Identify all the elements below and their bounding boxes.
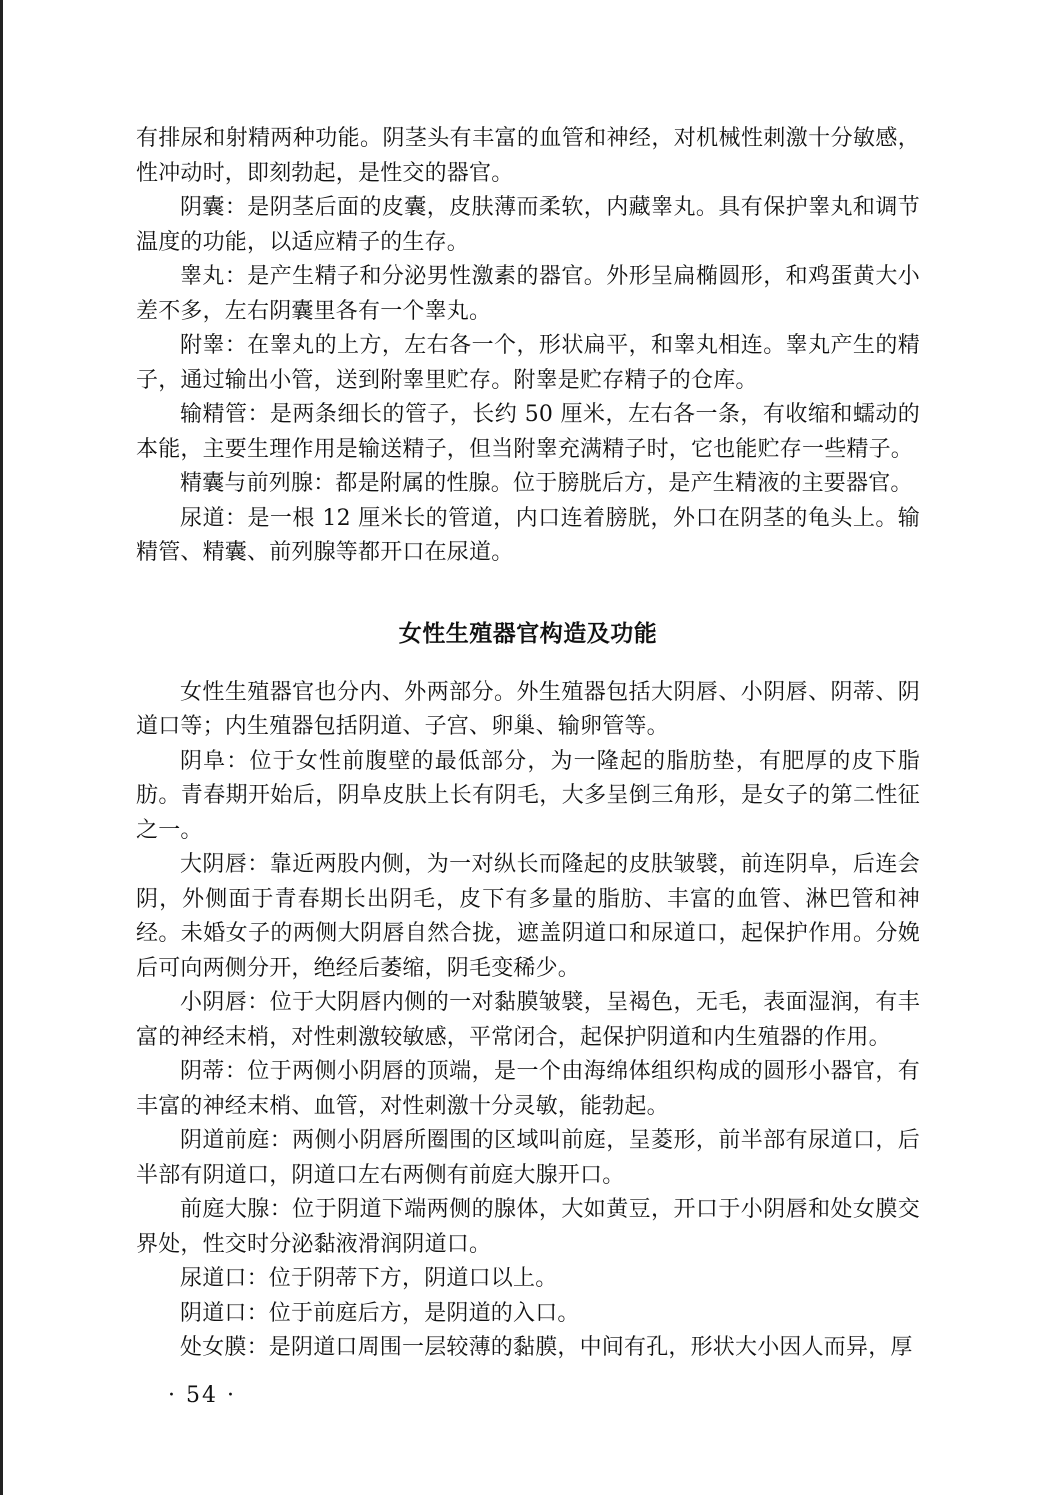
paragraph-labia-minora: 小阴唇：位于大阴唇内侧的一对黏膜皱襞，呈褐色，无毛，表面湿润，有丰富的神经末梢，对性刺激较敏感，平常闭合，起保护阴道和内生殖器的作用。 xyxy=(136,990,920,1050)
paragraph-vestibule: 阴道前庭：两侧小阴唇所圈围的区域叫前庭，呈菱形，前半部有尿道口，后半部有阴道口，阴道口左右两侧有前庭大腺开口。 xyxy=(136,1128,920,1188)
paragraph-seminal-vesicle-prostate: 精囊与前列腺：都是附属的性腺。位于膀胱后方，是产生精液的主要器官。 xyxy=(180,471,913,496)
paragraph-hymen: 处女膜：是阴道口周围一层较薄的黏膜，中间有孔，形状大小因人而异，厚 xyxy=(180,1335,913,1360)
paragraph-urethra: 尿道：是一根 12 厘米长的管道，内口连着膀胱，外口在阴茎的龟头上。输精管、精囊、前列腺等都开口在尿道。 xyxy=(136,505,920,565)
paragraph-vestibular-gland: 前庭大腺：位于阴道下端两侧的腺体，大如黄豆，开口于小阴唇和处女膜交界处，性交时分泌黏液滑润阴道口。 xyxy=(136,1197,920,1257)
paragraph-female-overview: 女性生殖器官也分内、外两部分。外生殖器包括大阴唇、小阴唇、阴蒂、阴道口等；内生殖器包括阴道、子宫、卵巢、输卵管等。 xyxy=(136,679,920,739)
paragraph-urethral-opening: 尿道口：位于阴蒂下方，阴道口以上。 xyxy=(180,1266,558,1291)
paragraph-vas-deferens: 输精管：是两条细长的管子，长约 50 厘米，左右各一条，有收缩和蠕动的本能，主要生理作用是输送精子，但当附睾充满精子时，它也能贮存一些精子。 xyxy=(136,402,920,462)
page-number: · 54 · xyxy=(168,1383,236,1408)
paragraph-epididymis: 附睾：在睾丸的上方，左右各一个，形状扁平，和睾丸相连。睾丸产生的精子，通过输出小管，送到附睾里贮存。附睾是贮存精子的仓库。 xyxy=(136,333,920,393)
section-heading: 女性生殖器官构造及功能 xyxy=(398,620,658,647)
paragraph-scrotum: 阴囊：是阴茎后面的皮囊，皮肤薄而柔软，内藏睾丸。具有保护睾丸和调节温度的功能，以适应精子的生存。 xyxy=(136,195,920,255)
paragraph-vaginal-opening: 阴道口：位于前庭后方，是阴道的入口。 xyxy=(180,1300,580,1326)
paragraph-testis: 睾丸：是产生精子和分泌男性激素的器官。外形呈扁椭圆形，和鸡蛋黄大小差不多，左右阴囊里各有一个睾丸。 xyxy=(136,264,920,324)
paragraph-mons-pubis: 阴阜：位于女性前腹壁的最低部分，为一隆起的脂肪垫，有肥厚的皮下脂肪。青春期开始后，阴阜皮肤上长有阴毛，大多呈倒三角形，是女子的第二性征之一。 xyxy=(136,748,920,843)
paragraph-clitoris: 阴蒂：位于两侧小阴唇的顶端，是一个由海绵体组织构成的圆形小器官，有丰富的神经末梢、血管，对性刺激十分灵敏，能勃起。 xyxy=(136,1059,920,1119)
page-body xyxy=(136,122,920,1366)
page-left-border xyxy=(0,0,3,1495)
paragraph-labia-majora: 大阴唇：靠近两股内侧，为一对纵长而隆起的皮肤皱襞，前连阴阜，后连会阴，外侧面于青春期长出阴毛，皮下有多量的脂肪、丰富的血管、淋巴管和神经。未婚女子的两侧大阴唇自然合拢，遮盖阴道口和尿道口，起保护作用。分娩后可向两侧分开，绝经后萎缩，阴毛变稀少。 xyxy=(136,852,920,981)
paragraph-continuation: 有排尿和射精两种功能。阴茎头有丰富的血管和神经，对机械性刺激十分敏感，性冲动时，即刻勃起，是性交的器官。 xyxy=(136,126,920,186)
